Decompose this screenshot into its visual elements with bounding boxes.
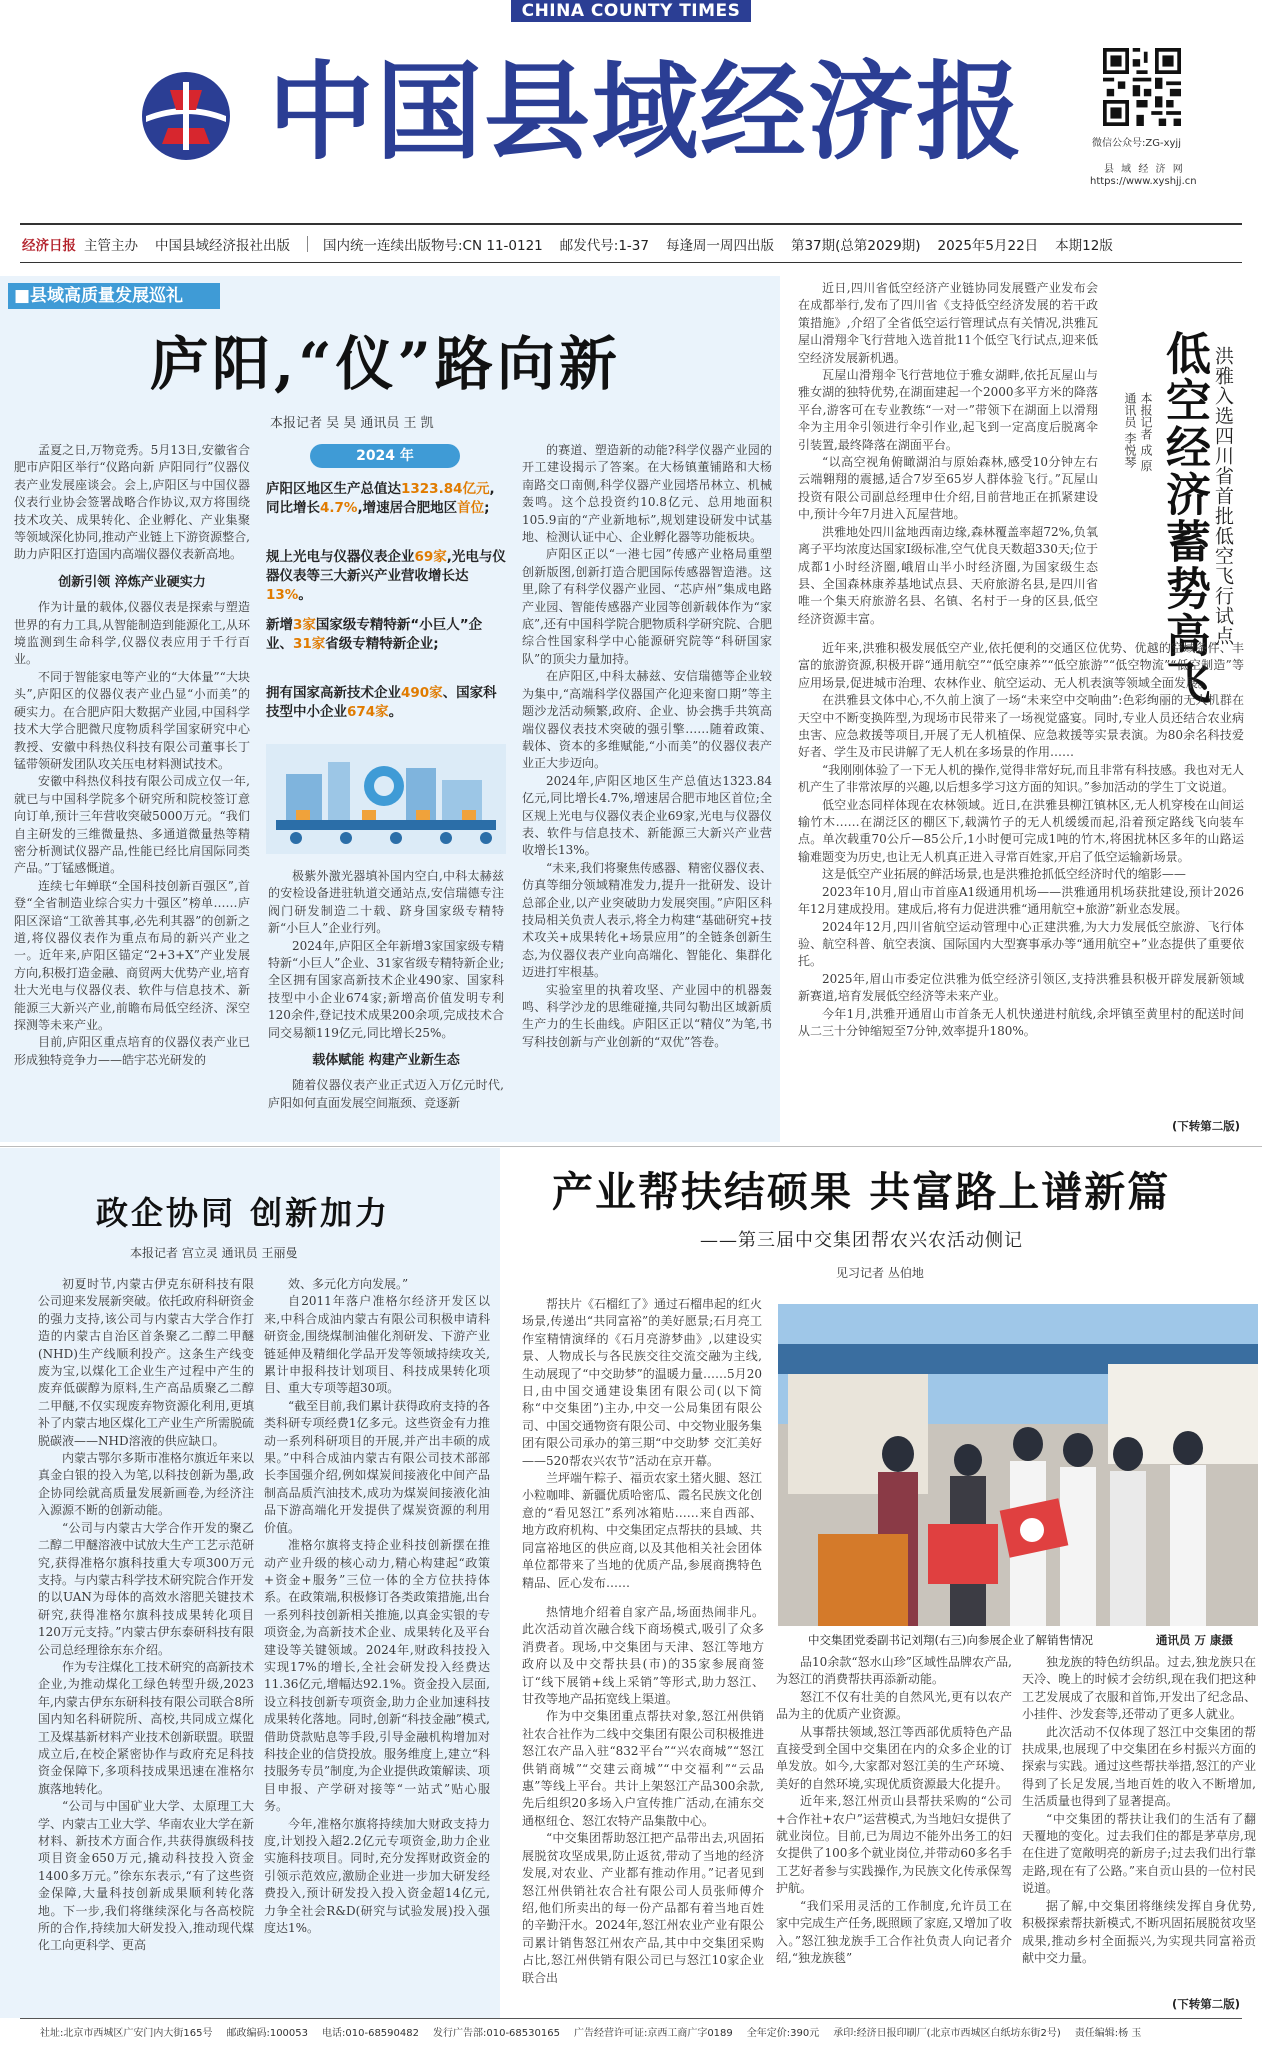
issue-info-item: 中国县域经济报社出版	[155, 238, 290, 254]
issue-info-bar	[22, 230, 1242, 258]
footer-price: 全年定价:390元	[746, 2028, 820, 2039]
footer-rule	[20, 2018, 1242, 2019]
lead-headline[interactable]: 庐阳,“仪”路向新	[150, 330, 621, 398]
article-paragraph: 兰坪端午粽子、福贡农家土猪火腿、怒江小粒咖啡、新疆优质哈密瓜、霞名民族文化创意的“看见怒江”系列冰箱贴……来自西部、地方政府机构、中交集团定点帮扶的县域、共同富裕地区的供应商,以及其他相关社会团体单位都带来了当地的优质产品,参展商携特色精品、匠心发布……	[522, 1471, 762, 1590]
footer-postcode: 邮政编码:100053	[226, 2028, 309, 2039]
article-paragraph: 准格尔旗将支持企业科技创新摆在推动产业升级的核心动力,精心构建起“政策+资金+服务”三位一体的全方位扶持体系。在政策端,积极修订各类政策措施,出台一系列科技创新相关推施,以真金实银的专项资金,为高新技术企业、成果转化及平台建设等关键领域。2024年,财政科技投入实现17%的增长,全社会研发投入经费达11.36亿元,增幅达92.1%。资金投入层面,设立科技创新专项资金,助力企业加速科技成果转化落地。同时,创新“科技金融”模式,借助贷款贴息等手段,引导金融机构增加对科技企业的信贷投放。服务维度上,建立“科技服务专员”制度,为企业提供政策解读、项目申报、产学研对接等“一站式”贴心服务。	[264, 1538, 490, 1814]
article-paragraph: 近年来,怒江州贡山县帮扶采购的“公司+合作社+农户”运营模式,为当地妇女提供了就业岗位。目前,已为周边不能外出务工的妇女提供了100多个就业岗位,并带动60多名手工艺好者参与实践操作,为民族文化传承保驾护航。	[776, 1794, 1012, 1896]
article-paragraph: 在洪雅县文体中心,不久前上演了一场“未来空中交响曲”:色彩绚丽的无人机群在天空中不断变换阵型,为现场市民带来了一场视觉盛宴。同时,专业人员还结合农业病虫害、应急救援等项目,开展了无人机植保、应急救援等实景表演。为80余名科技爱好者、学生及市民讲解了无人机在多场景的作用……	[798, 693, 1244, 760]
article-paragraph: 作为计量的载体,仪器仪表是探索与塑造世界的有力工具,从智能制造到能源化工,从环境监测到生命科学,仪器仪表应用于千行百业。	[14, 600, 250, 667]
newspaper-logo	[140, 70, 232, 162]
article-paragraph: “以高空视角俯瞰湖泊与原始森林,感受10分钟左右云端翱翔的震撼,适合7岁至65岁人群体验飞行。”瓦屋山投资有限公司副总经理申仕介绍,目前营地正在抓紧建设中,预计今年7月进入瓦屋营地。	[798, 455, 1098, 522]
footer-phone: 电话:010-68590482	[322, 2028, 419, 2039]
article-paragraph: “截至目前,我们累计获得政府支持的各类科研专项经费1亿多元。这些资金有力推动一系列科研项目的开展,并产出丰硕的成果。”中科合成油内蒙古有限公司技术部部长李国强介绍,例如煤炭间接液化中间产品制高品质汽油技术,成功为煤炭间接液化油品下游高端化开发提供了煤炭资源的利用价值。	[264, 1398, 490, 1535]
article-paragraph: 2024年,庐阳区全年新增3家国家级专精特新“小巨人”企业、31家省级专精特新企业;全区拥有国家高新技术企业490家、国家科技型中小企业674家;新增高价值发明专利120余件,登记技术成果200余项,完成技术合同交易额119亿元,同比增长25%。	[268, 938, 504, 1040]
footer-ad-license: 广告经营许可证:京西工商广字0189	[573, 2028, 733, 2039]
section-tag: ■县域高质量发展巡礼	[8, 283, 220, 309]
lead-article-column	[14, 442, 250, 1134]
article-paragraph: 目前,庐阳区重点培育的仪器仪表产业已形成独特竞争力——皓宇芯光研发的	[14, 1035, 250, 1067]
article-paragraph: 低空业态同样体现在农林领域。近日,在洪雅县柳江镇林区,无人机穿梭在山间运输竹木……在湖泛区的棚区下,载满竹子的无人机缓缓而起,沿着预定路线飞向装车点。单次载重70公斤—85公斤,1小时便可完成1吨的竹木,将困扰林区多年的山路运输难题变为历史,也让无人机真正进入寻常百姓家,开启了低空运输新场景。	[798, 797, 1244, 864]
article-paragraph: “中交集团帮助怒江把产品带出去,巩固拓展脱贫攻坚成果,防止返贫,带动了当地的经济发展,对农业、产业都有推动作用。”记者见到怒江州供销社农合社有限公司人员张师傅介绍,他们所卖出的每一份产品都有着当地百姓的辛勤汗水。2024年,怒江州农业产业有限公司累计销售怒江州农产品,其中中交集团采购占比,怒江州供销有限公司已与怒江10家企业联合出	[522, 1831, 764, 1985]
infographic-year-badge: 2024 年	[310, 444, 460, 468]
article-paragraph: 2024年12月,四川省航空运动管理中心正建洪雅,为大力发展低空旅游、飞行体验、航空科普、航空表演、国际国内大型赛事承办等“通用航空+”业态提供了重要依托。	[798, 919, 1244, 969]
tech-story-headline[interactable]: 政企协同 创新加力	[96, 1194, 391, 1232]
article-paragraph: 2024年,庐阳区地区生产总值达1323.84亿元,同比增长4.7%,增速居合肥市地区首位;全区规上光电与仪器仪表企业69家,光电与仪器仪表、软件与信息技术、新能源三大新兴产业营收增长13%。	[522, 773, 772, 858]
infographic-stat: 庐阳区地区生产总值达1323.84亿元,同比增长4.7%,增速居合肥地区首位;	[266, 481, 495, 516]
footer-address: 社址:北京市西城区广安门内大街165号	[40, 2028, 213, 2039]
article-paragraph: “我们采用灵活的工作制度,允许员工在家中完成生产任务,既照顾了家庭,又增加了收入。”怒江独龙族手工合作社负责人向记者介绍,“独龙族毯”	[776, 1898, 1012, 1965]
article-paragraph: 帮扶片《石榴红了》通过石榴串起的红火场景,传递出“共同富裕”的美好愿景;石月亮工作室精情演绎的《石月亮游梦曲》,以建设实景、人物成长与各民族交往交流交融为主线,生动展现了“中交助梦”的温暖力量……5月20日,由中国交通建设集团有限公司(以下简称“中交集团”)主办,中交一公局集团有限公司、中国交通物资有限公司、中交物业服务集团有限公司承办的第三期“中交助梦 交汇美好——520帮农兴农节”活动在京开幕。	[522, 1297, 762, 1468]
article-paragraph: 近日,四川省低空经济产业链协同发展暨产业发布会在成都举行,发布了四川省《支持低空经济发展的若干政策措施》,介绍了全省低空运行管理试点有关情况,洪雅瓦屋山滑翔伞飞行营地入选首批11个低空飞行试点,迎来低空经济发展新机遇。	[798, 281, 1098, 365]
article-paragraph: 安徽中科热仪科技有限公司成立仅一年,就已与中国科学院多个研究所和院校签订意向订单,预计三年营收突破5000万元。“我们自主研发的三维微量热、多通道微量热等精密分析测试仪器产品,性能已经比肩国际同类产品。”丁锰感慨道。	[14, 774, 250, 876]
masthead-rule-top	[20, 223, 1242, 225]
masthead-rule-bottom	[20, 262, 1242, 263]
poverty-aid-column	[522, 1296, 762, 1596]
article-paragraph: 庐阳区正以“一港七园”传感产业格局重塑创新版图,创新打造合肥国际传感器智造港。这里,除了有科学仪器产业园、“芯庐州”集成电路产业园、智能传感器产业园等创新载体作为“家底”,还有中国科学院合肥物质科学研究院、合肥综合性国家科学中心能源研究院等“科研国家队”的顶尖力量加持。	[522, 547, 772, 666]
article-paragraph: 自2011年落户准格尔经济开发区以来,中科合成油内蒙古有限公司积极申请科研资金,围绕煤制油催化剂研发、下游产业链延伸及精细化学品开发等领域持续攻关,累计申报科技计划项目、科技成果转化项目、重大专项等超30项。	[264, 1294, 490, 1396]
article-subheading: 创新引领 淬炼产业硬实力	[58, 574, 206, 590]
article-paragraph: 2023年10月,眉山市首座A1级通用机场——洪雅通用机场获批建设,预计2026年12月建成投用。建成后,将有力促进洪雅“通用航空+旅游”新业态发展。	[798, 884, 1244, 917]
article-paragraph: 此次活动不仅体现了怒江中交集团的帮扶成果,也展现了中交集团在乡村振兴方面的探索与实践。通过这些帮扶举措,怒江的产业得到了长足发展,当地百姓的收入不断增加,生活质量也得到了显著提高。	[1022, 1724, 1256, 1809]
article-paragraph: 据了解,中交集团将继续发挥自身优势,积极探索帮扶新模式,不断巩固拓展脱贫攻坚成果,推动乡村全面振兴,为实现共同富裕贡献中交力量。	[1022, 1898, 1256, 1965]
article-paragraph: 随着仪器仪表产业正式迈入万亿元时代,庐阳如何直面发展空间瓶颈、竞逐新	[268, 1078, 504, 1110]
article-paragraph: 近年来,洪雅积极发展低空产业,依托便利的交通区位优势、优越的空域条件、丰富的旅游资源,积极开辟“通用航空”“低空康养”“低空旅游”“低空物流”“低空制造”等应用场景,促进城市治理、农林作业、航空运动、无人机表演等领域全面发展。	[798, 641, 1244, 690]
low-altitude-subheadline: 洪雅入选四川省首批低空飞行试点	[1212, 346, 1234, 646]
poverty-aid-headline[interactable]: 产业帮扶结硕果 共富路上谱新篇	[552, 1168, 1171, 1216]
lead-byline: 本报记者 吴 昊 通讯员 王 凯	[270, 416, 434, 431]
article-paragraph: 洪雅地处四川盆地西南边缘,森林覆盖率超72%,负氧离子平均浓度达国家Ⅰ级标准,空气优良天数超330天;位于成都1小时经济圈,峨眉山半小时经济圈,为国家级生态县、全国森林康养基地试点县、天府旅游名县,是四川省唯一个集天府旅游名县、名镇、名村于一身的区县,低空经济资源丰富。	[798, 524, 1098, 626]
article-paragraph: 实验室里的执着攻坚、产业园中的机器轰鸣、科学沙龙的思维碰撞,共同勾勒出区域新质生产力的生长曲线。庐阳区正以“精仪”为笔,书写科技创新与产业创新的“双优”答卷。	[522, 982, 772, 1049]
article-paragraph: 怒江不仅有壮美的自然风光,更有以农产品为主的优质产业资源。	[776, 1689, 1012, 1722]
article-paragraph: “公司与中国矿业大学、太原理工大学、内蒙古工业大学、华南农业大学在新材料、新技术方面合作,共获得旗级科技项目资金650万元,撬动科技投入资金1400多万元。”徐东东表示,“有了这些资金保障,大量科技创新成果顺利转化落地。下一步,我们将继续深化与各高校院所的合作,持续加大研发投入,推动现代煤化工向更科学、更高	[38, 1799, 254, 1953]
article-paragraph: 从事帮扶领域,怒江等西部优质特色产品直接受到全国中交集团在内的众多企业的订单发放。如今,大家都对怒江美的生产环境、美好的自然环境,实现优质资源最大化提升。	[776, 1724, 1012, 1791]
issue-info-item: 国内统一连续出版物号:CN 11-0121	[323, 238, 543, 254]
article-paragraph: 作为中交集团重点帮扶对象,怒江州供销社农合社作为二线中交集团有限公司积极推进怒江农产品入驻“832平台”“兴农商城”“怒江供销商城”“交建云商城”“中交福利”“云品惠”等线上平台。共计上架怒江产品300余款,先后组织20多场入户宣传推广活动,在浦东交通枢纽仓、怒江农特产品集散中心。	[522, 1709, 764, 1828]
article-paragraph: 的赛道、塑造新的动能?科学仪器产业园的开工建设揭示了答案。在大杨镇董铺路和大杨南路交口南侧,科学仪器产业园塔吊林立、机械轰鸣。这个总投资约10.8亿元、总用地面积105.9亩的“产业新地标”,规划建设研发中试基地、检测认证中心、企业孵化器等功能板块。	[522, 443, 772, 545]
article-paragraph: “未来,我们将聚焦传感器、精密仪器仪表、仿真等细分领域精准发力,提升一批研发、设计总部企业,以产业突破助力发展突围。”庐阳区科技局相关负责人表示,将全力构建“基础研究+技术攻关+成果转化+场景应用”的全链条创新生态,为仪器仪表产业向高端化、智能化、集群化迈进打牢根基。	[522, 860, 772, 980]
article-paragraph: 孟夏之日,万物竞秀。5月13日,安徽省合肥市庐阳区举行“仪路向新 庐阳同行”仪器仪表产业发展座谈会。会上,庐阳区与中国仪器仪表行业协会签署战略合作协议,双方将围绕技术攻关、成果转化、企业孵化、产业集聚等领域深化协同,推动产业链上下游资源整合,助力庐阳区打造国内高端仪器仪表新高地。	[14, 443, 250, 562]
poverty-aid-column	[1022, 1654, 1256, 1994]
issue-info-item: 第37期(总第2029期)	[790, 238, 921, 254]
article-paragraph: “我刚刚体验了一下无人机的操作,觉得非常好玩,而且非常有科技感。我也对无人机产生了非常浓厚的兴趣,以后想多学习这方面的知识。”参加活动的学生丁文说道。	[798, 762, 1244, 795]
chinese-masthead: 中国县域经济报	[268, 49, 1024, 174]
article-paragraph: 效、多元化方向发展。”	[288, 1277, 409, 1291]
article-paragraph: 这是低空产业拓展的鲜活场景,也是洪雅抢抓低空经济时代的缩影——	[822, 867, 1186, 882]
article-paragraph: 瓦屋山滑翔伞飞行营地位于雅女湖畔,依托瓦屋山与雅女湖的独特优势,在湖面建起一个2000多平方米的降落平台,游客可在专业教练“一对一”带领下在湖面上以滑翔伞为主用伞引领进行伞引作业,起飞到一定高度后脱离伞引装置,最终降落在湖面平台。	[798, 368, 1098, 452]
event-photo	[778, 1304, 1258, 1626]
low-altitude-headline[interactable]: 低空经济蓄势高飞	[1158, 330, 1211, 706]
wechat-account-label: 微信公众号:ZG-xyjj	[1092, 138, 1181, 149]
continued-on-page-note: (下转第二版)	[1172, 1997, 1241, 2011]
photo-caption: 中交集团党委副书记刘翔(右三)向参展企业了解销售情况	[808, 1633, 1093, 1647]
article-paragraph: 品10余款“怒水山珍”区域性品牌农产品,为怒江的消费帮扶再添新动能。	[776, 1655, 1012, 1687]
poverty-aid-column	[522, 1604, 764, 2012]
issue-info-item: 本期12版	[1055, 238, 1113, 254]
infographic	[266, 444, 506, 854]
issue-date: 2025年5月22日	[937, 238, 1039, 254]
footer-editor: 责任编辑:杨 玉	[1074, 2028, 1142, 2039]
article-subheading: 载体赋能 构建产业新生态	[312, 1053, 460, 1069]
article-paragraph: 热情地介绍着自家产品,场面热闹非凡。此次活动首次融合线下商场模式,吸引了众多消费者。现场,中交集团与天津、怒江等地方政府以及中交帮扶县(市)的35家参展商签订“线下展销+线上采销”等形式,助力怒江、甘孜等地产品拓宽线上渠道。	[522, 1605, 764, 1707]
infographic-stat: 新增3家国家级专精特新“小巨人”企业、31家省级专精特新企业;	[266, 617, 483, 652]
continued-on-page-note: (下转第二版)	[1172, 1119, 1241, 1133]
issue-info-item: 每逢周一周四出版	[665, 238, 774, 254]
article-paragraph: “公司与内蒙古大学合作开发的聚乙二醇二甲醚溶液中试放大生产工艺示范研究,获得准格尔旗科技重大专项300万元支持。与内蒙古科学技术研究院合作开发的以UAN为母体的高效水溶肥关键技术研究,获得准格尔旗科技成果转化项目120万元支持。”内蒙古伊东泰研科技有限公司总经理徐东东介绍。	[38, 1520, 254, 1657]
article-paragraph: 在庐阳区,中科太赫兹、安信瑞德等企业较为集中,“高端科学仪器国产化迎来窗口期”等主题沙龙活动频繁,政府、企业、协会携手共筑高端仪器仪表技术突破的强引擎……随着政策、载体、资本的多维赋能,“小而美”的仪器仪表产业正大步迈向。	[522, 669, 772, 771]
english-masthead: CHINA COUNTY TIMES	[511, 0, 751, 22]
photo-credit: 通讯员 万 康摄	[1156, 1633, 1234, 1647]
footer-printer: 承印:经济日报印刷厂(北京市西城区白纸坊东街2号)	[833, 2028, 1061, 2039]
article-paragraph: “中交集团的帮扶让我们的生活有了翻天覆地的变化。过去我们住的都是茅草房,现在住进了宽敞明亮的新房子;过去我们出行靠走路,现在有了公路。”来自贡山县的一位村民说道。	[1022, 1811, 1256, 1896]
article-paragraph: 今年,准格尔旗将持续加大财政支持力度,计划投入超2.2亿元专项资金,助力企业实施科技项目。同时,充分发挥财政资金的引领示范效应,激励企业进一步加大研发经费投入,预计研发投入投入资金超14亿元,力争全社会R&D(研究与试验发展)投入强度达1%。	[264, 1816, 490, 1936]
low-altitude-byline: 本报记者 成 原 通讯员 李悦琴	[1123, 392, 1153, 472]
qr-code-icon	[1103, 48, 1181, 126]
article-paragraph: 独龙族的特色纺织品。过去,独龙族只在天冷、晚上的时候才会纺织,现在我们把这种工艺发展成了衣服和首饰,开发出了纪念品、小挂件、沙发套等,还带动了更多人就业。	[1022, 1655, 1256, 1722]
low-altitude-article-column	[798, 280, 1098, 640]
website-url-link[interactable]: https://www.xyshjj.cn	[1090, 176, 1197, 187]
tech-story-column	[38, 1276, 254, 2006]
factory-illustration	[266, 744, 506, 854]
lead-article-column	[522, 442, 772, 1134]
poverty-aid-byline: 见习记者 丛伯地	[836, 1266, 924, 1280]
issue-info-item: 邮发代号:1-37	[559, 238, 649, 254]
poverty-aid-subheadline: ——第三届中交集团帮农兴农活动侧记	[700, 1230, 1023, 1251]
tech-story-byline: 本报记者 宫立灵 通讯员 王丽曼	[130, 1246, 298, 1260]
article-paragraph: 初夏时节,内蒙古伊克东研科技有限公司迎来发展新突破。依托政府科研资金的强力支持,该公司与内蒙古大学合作打造的内蒙古自治区首条聚乙二醇二甲醚(NHD)生产线顺利投产。这条生产线变废为宝,以煤化工企业生产过程中产生的废弃低碳醇为原料,生产高品质聚乙二醇二甲醚,不仅实现废弃物资源化利用,更填补了内蒙古地区煤化工产业生产所需脱硫脱碳液——NHD溶液的供应缺口。	[38, 1277, 254, 1448]
article-paragraph: 今年1月,洪雅开通眉山市首条无人机快递进村航线,余坪镇至黄里村的配送时间从二三十分钟缩短至7分钟,效率提升180%。	[798, 1006, 1244, 1038]
article-paragraph: 内蒙古鄂尔多斯市准格尔旗近年来以真金白银的投入为笔,以科技创新为墨,政企协同绘就高质量发展新画卷,为经济注入源源不断的创新动能。	[38, 1451, 254, 1518]
article-paragraph: 2025年,眉山市委定位洪雅为低空经济引领区,支持洪雅县积极开辟发展新领域新赛道,培育发展低空经济等未来产业。	[798, 971, 1244, 1004]
poverty-aid-column	[776, 1654, 1012, 2006]
imprint-footer	[40, 2024, 1240, 2042]
tech-story-column	[264, 1276, 490, 2006]
website-name-label: 县 域 经 济 网	[1104, 164, 1185, 175]
infographic-stat: 规上光电与仪器仪表企业69家,光电与仪器仪表等三大新兴产业营收增长达13%。	[266, 549, 506, 603]
info-separator	[307, 236, 308, 252]
publisher-brand: 经济日报	[22, 238, 76, 254]
infographic-stat: 拥有国家高新技术企业490家、国家科技型中小企业674家。	[266, 685, 497, 720]
article-paragraph: 连续七年蝉联“全国科技创新百强区”,首登“全省制造业综合实力十强区”榜单……庐阳区深谙“工欲善其事,必先利其器”的创新之道,将仪器仪表作为重点布局的新兴产业之一。近年来,庐阳区锚定“2+3+X”产业发展方向,积极打造金融、商贸两大优势产业,培育壮大光电与仪器仪表、软件与信息技术、新能源三大新兴产业,前瞻布局低空经济、深空探测等未来产业。	[14, 878, 250, 1032]
low-altitude-article-column	[798, 640, 1244, 1110]
lead-article-column	[268, 868, 504, 1134]
article-paragraph: 作为专注煤化工技术研究的高新技术企业,为推动煤化工绿色转型升级,2023年,内蒙古伊东东研科技有限公司联合8所国内知名科研院所、高校,共同成立煤化工及煤基新材料产业技术创新联盟。联盟成立后,在校企紧密协作与政府充足科技资金保障下,多项科技成果迅速在准格尔旗落地转化。	[38, 1659, 254, 1796]
issue-info-item: 主管主办	[84, 238, 138, 254]
article-paragraph: 不同于智能家电等产业的“大体量”“大块头”,庐阳区的仪器仪表产业凸显“小而美”的硬实力。在合肥庐阳大数据产业园,中国科学技术大学合肥微尺度物质科学国家研究中心教授、安徽中科热仪科技有限公司董事长丁锰带领研发团队攻关压电材料测试技术。	[14, 669, 250, 771]
section-divider	[0, 1146, 1262, 1147]
article-paragraph: 极紫外激光器填补国内空白,中科太赫兹的安检设备进驻轨道交通站点,安信瑞德专注阀门研发制造二十载、跻身国家级专精特新“小巨人”企业行列。	[268, 869, 504, 936]
footer-ad-phone: 发行广告部:010-68530165	[432, 2028, 560, 2039]
